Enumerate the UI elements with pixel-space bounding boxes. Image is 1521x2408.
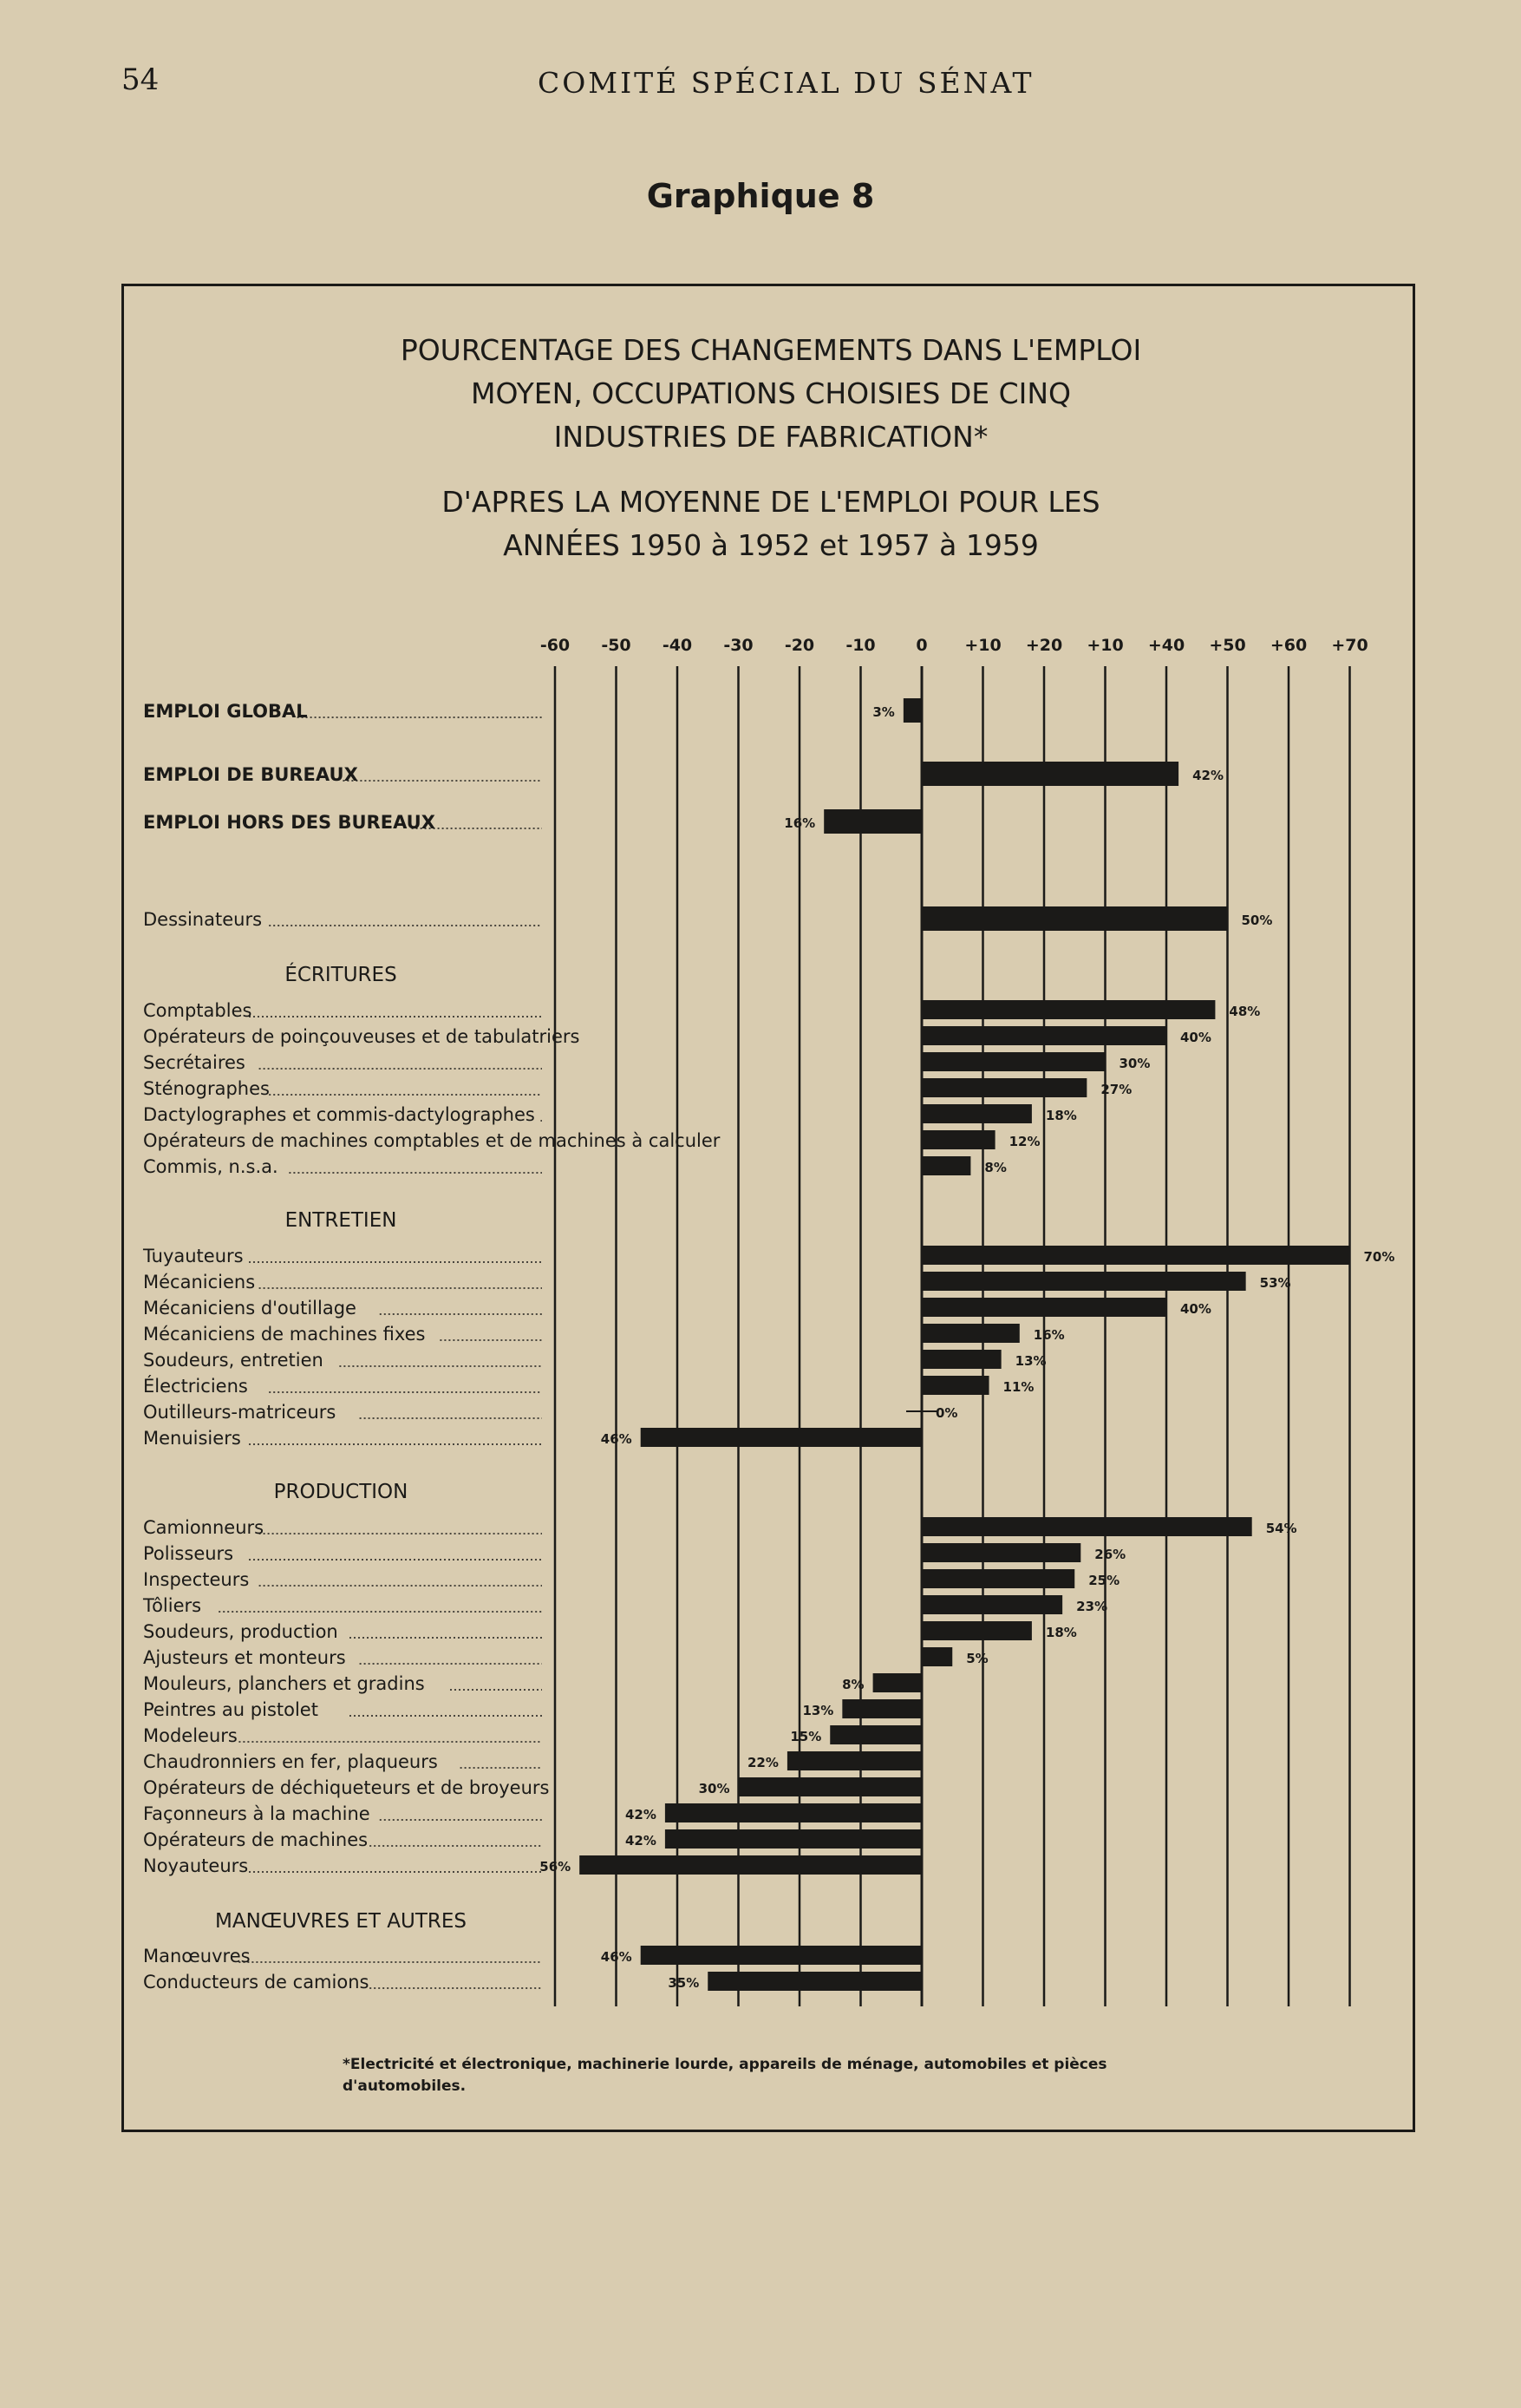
value-label: 25% <box>1088 1573 1120 1588</box>
value-label: 8% <box>842 1677 865 1692</box>
value-label: 48% <box>1229 1004 1261 1019</box>
x-tick-label: -10 <box>845 636 876 655</box>
bar <box>922 1517 1252 1536</box>
value-label: 11% <box>1002 1379 1035 1395</box>
category-label: Dactylographes et commis-dactylographes <box>143 1104 535 1125</box>
bar <box>922 1052 1106 1071</box>
x-tick-label: +10 <box>964 636 1002 655</box>
value-label: 50% <box>1241 913 1273 928</box>
bar <box>922 1298 1166 1317</box>
x-tick-label: -20 <box>784 636 815 655</box>
category-label: Dessinateurs <box>143 909 263 930</box>
category-label: Mécaniciens <box>143 1272 256 1292</box>
category-label: Inspecteurs <box>143 1569 250 1590</box>
value-label: 0% <box>936 1405 958 1421</box>
bar <box>922 762 1178 786</box>
page-number: 54 <box>121 62 160 97</box>
category-label: Polisseurs <box>143 1543 234 1564</box>
category-label: Électriciens <box>143 1376 248 1397</box>
bar <box>922 1324 1020 1343</box>
x-tick-label: +20 <box>1025 636 1063 655</box>
x-tick-label: +70 <box>1331 636 1368 655</box>
category-label: Conducteurs de camions <box>143 1972 369 1992</box>
category-label: EMPLOI GLOBAL <box>143 701 308 722</box>
bar <box>922 1621 1032 1640</box>
bar <box>739 1777 923 1796</box>
bar <box>922 1595 1062 1614</box>
bar <box>922 1246 1350 1265</box>
bar <box>922 1569 1074 1588</box>
chart-subtitle-line: D'APRES LA MOYENNE DE L'EMPLOI POUR LES <box>441 485 1100 519</box>
category-label: Camionneurs <box>143 1517 264 1538</box>
value-label: 15% <box>790 1729 822 1744</box>
x-tick-label: -30 <box>723 636 754 655</box>
bar <box>824 809 922 834</box>
value-label: 18% <box>1045 1108 1077 1123</box>
value-label: 16% <box>1033 1327 1065 1343</box>
bar <box>873 1673 922 1692</box>
value-label: 40% <box>1180 1030 1211 1045</box>
bar <box>842 1699 922 1718</box>
x-tick-label: +60 <box>1270 636 1308 655</box>
category-label: Sténographes <box>143 1078 270 1099</box>
value-label: 56% <box>539 1859 571 1875</box>
category-label: Secrétaires <box>143 1052 245 1073</box>
x-tick-label: -60 <box>539 636 571 655</box>
category-label: Mécaniciens d'outillage <box>143 1298 356 1319</box>
category-label: Tuyauteurs <box>143 1246 244 1266</box>
bar <box>922 1350 1002 1369</box>
x-tick-label: -40 <box>662 636 693 655</box>
bar <box>787 1751 922 1770</box>
bar <box>830 1725 922 1744</box>
category-label: Opérateurs de déchiqueteurs et de broyeurs <box>143 1777 550 1798</box>
footnote-line: d'automobiles. <box>343 2078 467 2095</box>
chart-title-line: MOYEN, OCCUPATIONS CHOISIES DE CINQ <box>470 376 1072 410</box>
category-label: Chaudronniers en fer, plaqueurs <box>143 1751 438 1772</box>
value-label: 42% <box>624 1833 656 1849</box>
value-label: 5% <box>966 1651 989 1666</box>
category-label: EMPLOI DE BUREAUX <box>143 764 358 785</box>
bar <box>665 1829 922 1849</box>
value-label: 26% <box>1094 1547 1126 1562</box>
bar <box>665 1803 922 1822</box>
category-label: Opérateurs de machines comptables et de machines à calculer <box>143 1130 721 1151</box>
value-label: 54% <box>1265 1521 1297 1536</box>
x-tick-label: -50 <box>601 636 631 655</box>
category-label: Ajusteurs et monteurs <box>143 1647 346 1668</box>
value-label: 13% <box>1015 1353 1047 1369</box>
value-label: 3% <box>872 704 895 720</box>
bar <box>641 1428 922 1447</box>
value-label: 27% <box>1100 1082 1133 1097</box>
x-tick-label: +50 <box>1209 636 1246 655</box>
chart-title-line: POURCENTAGE DES CHANGEMENTS DANS L'EMPLOI <box>400 333 1142 367</box>
category-label: Outilleurs-matriceurs <box>143 1402 336 1423</box>
category-label: Opérateurs de poinçouveuses et de tabulatriers <box>143 1026 580 1047</box>
value-label: 70% <box>1363 1249 1395 1265</box>
bar <box>579 1855 922 1875</box>
bar <box>922 1272 1246 1291</box>
value-label: 42% <box>624 1807 656 1822</box>
value-label: 46% <box>600 1431 632 1447</box>
category-label: Manœuvres <box>143 1946 251 1966</box>
bar <box>922 1647 952 1666</box>
category-label: Soudeurs, entretien <box>143 1350 323 1371</box>
x-tick-label: +10 <box>1087 636 1124 655</box>
bar <box>922 906 1228 931</box>
bar <box>922 1130 996 1149</box>
bar <box>641 1946 922 1965</box>
value-label: 16% <box>784 815 816 831</box>
bar <box>922 1156 970 1175</box>
value-label: 30% <box>698 1781 730 1796</box>
category-label: Modeleurs <box>143 1725 238 1746</box>
value-label: 30% <box>1119 1056 1151 1071</box>
category-label: Commis, n.s.a. <box>143 1156 278 1177</box>
category-label: Opérateurs de machines <box>143 1829 369 1850</box>
bar <box>922 1078 1087 1097</box>
category-label: Peintres au pistolet <box>143 1699 318 1720</box>
value-label: 12% <box>1009 1134 1041 1149</box>
group-heading: ÉCRITURES <box>284 964 397 986</box>
value-label: 23% <box>1076 1599 1108 1614</box>
category-label: Mécaniciens de machines fixes <box>143 1324 426 1345</box>
chart-subtitle-line: ANNÉES 1950 à 1952 et 1957 à 1959 <box>503 528 1039 562</box>
value-label: 22% <box>747 1755 779 1770</box>
category-label: EMPLOI HORS DES BUREAUX <box>143 812 435 833</box>
category-label: Mouleurs, planchers et gradins <box>143 1673 425 1694</box>
group-heading: PRODUCTION <box>273 1481 408 1503</box>
value-label: 53% <box>1259 1275 1291 1291</box>
group-heading: ENTRETIEN <box>284 1209 397 1232</box>
value-label: 46% <box>600 1949 632 1965</box>
footnote-line: *Electricité et électronique, machinerie lourde, appareils de ménage, automobiles et pièces <box>343 2056 1107 2073</box>
bar <box>922 1026 1166 1045</box>
category-label: Comptables <box>143 1000 252 1021</box>
group-heading: MANŒUVRES ET AUTRES <box>214 1910 467 1933</box>
bar <box>922 1000 1215 1019</box>
chart-title-line: INDUSTRIES DE FABRICATION* <box>553 420 989 454</box>
bar <box>922 1104 1032 1123</box>
category-label: Noyauteurs <box>143 1855 249 1876</box>
category-label: Façonneurs à la machine <box>143 1803 370 1824</box>
bar <box>708 1972 922 1991</box>
value-label: 42% <box>1192 768 1224 783</box>
running-head: COMITÉ SPÉCIAL DU SÉNAT <box>538 66 1035 100</box>
bar <box>922 1376 989 1395</box>
graphique-label: Graphique 8 <box>646 177 875 215</box>
category-label: Tôliers <box>143 1595 202 1616</box>
value-label: 35% <box>668 1975 700 1991</box>
x-tick-label: 0 <box>916 636 928 655</box>
value-label: 40% <box>1180 1301 1211 1317</box>
category-label: Soudeurs, production <box>143 1621 338 1642</box>
value-label: 18% <box>1045 1625 1077 1640</box>
x-tick-label: +40 <box>1147 636 1185 655</box>
value-label: 13% <box>802 1703 834 1718</box>
category-label: Menuisiers <box>143 1428 241 1449</box>
bar <box>904 698 922 723</box>
value-label: 8% <box>984 1160 1007 1175</box>
bar <box>922 1543 1080 1562</box>
